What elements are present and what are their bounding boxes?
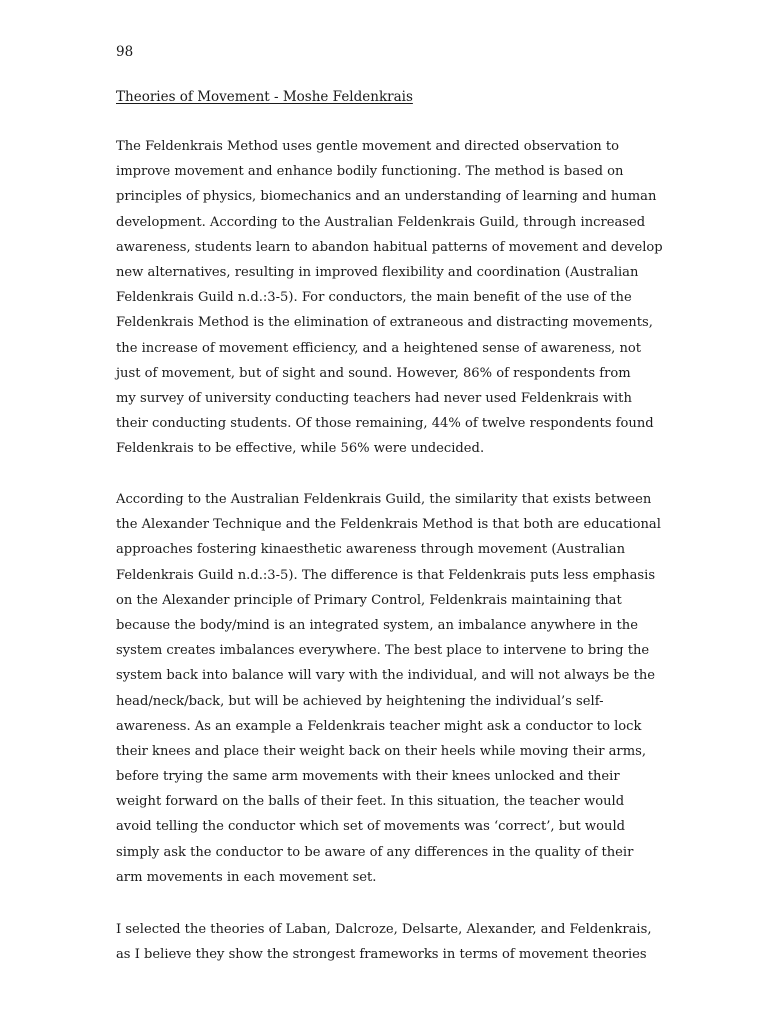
text-line: just of movement, but of sight and sound. However, 86% of respondents from (116, 365, 631, 381)
text-line: simply ask the conductor to be aware of any differences in the quality of their (116, 844, 634, 860)
paragraph-1 (116, 134, 663, 461)
text-line: before trying the same arm movements with their knees unlocked and their (116, 769, 620, 785)
text-line: head/neck/back, but will be achieved by heightening the individual’s self- (116, 693, 604, 709)
text-line: system creates imbalances everywhere. The best place to intervene to bring the (116, 643, 650, 659)
text-line: new alternatives, resulting in improved flexibility and coordination (Australian (116, 264, 639, 280)
paragraph-2 (116, 487, 661, 890)
section-heading: Theories of Movement - Moshe Feldenkrais (116, 89, 413, 105)
text-line: Feldenkrais Method is the elimination of extraneous and distracting movements, (116, 315, 653, 331)
paragraph-3 (116, 917, 651, 967)
text-line: the Alexander Technique and the Feldenkrais Method is that both are educational (116, 517, 661, 533)
page-number: 98 (116, 44, 134, 60)
text-line: I selected the theories of Laban, Dalcroze, Delsarte, Alexander, and Feldenkrais, (116, 922, 652, 937)
text-line: because the body/mind is an integrated system, an imbalance anywhere in the (116, 617, 638, 633)
text-line: their conducting students. Of those remaining, 44% of twelve respondents found (116, 416, 654, 432)
text-line: Feldenkrais Guild n.d.:3-5). The difference is that Feldenkrais puts less emphasis (116, 567, 656, 583)
text-line: avoid telling the conductor which set of movements was ‘correct’, but would (116, 819, 626, 835)
text-line: on the Alexander principle of Primary Control, Feldenkrais maintaining that (116, 592, 622, 608)
text-line: the increase of movement efficiency, and a heightened sense of awareness, not (116, 340, 642, 356)
text-line: According to the Australian Feldenkrais Guild, the similarity that exists between (116, 492, 652, 507)
text-line: Feldenkrais Guild n.d.:3-5). For conductors, the main benefit of the use of the (116, 290, 632, 306)
text-line: awareness, students learn to abandon habitual patterns of movement and develop (116, 239, 663, 255)
text-line: system back into balance will vary with the individual, and will not always be the (116, 668, 656, 684)
text-line: arm movements in each movement set. (116, 869, 377, 885)
text-line: my survey of university conducting teachers had never used Feldenkrais with (116, 390, 632, 406)
text-line: principles of physics, biomechanics and an understanding of learning and human (116, 189, 657, 205)
text-line: awareness. As an example a Feldenkrais teacher might ask a conductor to lock (116, 718, 642, 734)
text-line: their knees and place their weight back on their heels while moving their arms, (116, 743, 646, 759)
text-line: improve movement and enhance bodily functioning. The method is based on (116, 164, 624, 180)
text-line: Feldenkrais to be effective, while 56% were undecided. (116, 441, 485, 457)
text-line: as I believe they show the strongest frameworks in terms of movement theories (116, 947, 647, 963)
text-line: development. According to the Australian Feldenkrais Guild, through increased (116, 214, 646, 230)
text-line: The Feldenkrais Method uses gentle movement and directed observation to (116, 139, 619, 154)
text-line: weight forward on the balls of their feet. In this situation, the teacher would (116, 794, 625, 810)
text-line: approaches fostering kinaesthetic awareness through movement (Australian (116, 542, 626, 558)
